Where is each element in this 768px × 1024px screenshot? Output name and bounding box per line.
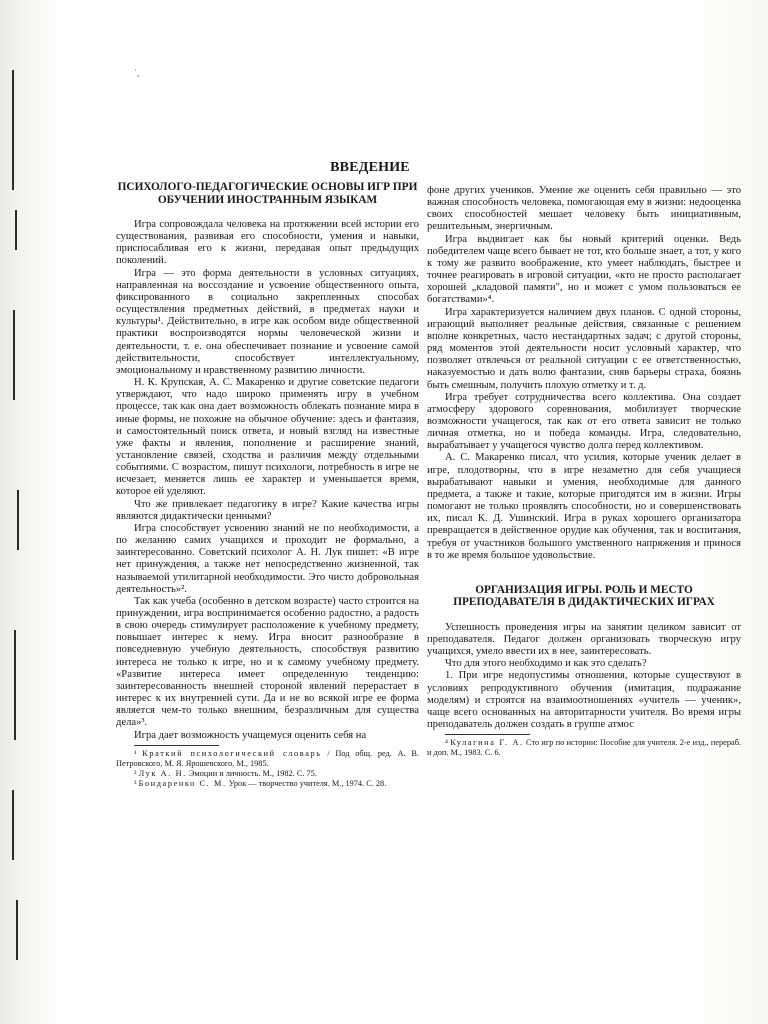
body-paragraph: Игра выдвигает как бы новый критерий оценки. Ведь победителем чаще всего бывает не тот, кто больше знает, а тот, у кого к тому же развито воображение, кто умеет наблюдать, быстрее и точнее реагировать в игровой ситуации, «кто не просто располагает хорошей „кладовой памяти", но и может с умом пользоваться ее богатствами»⁴. — [427, 233, 741, 306]
body-paragraph: Успешность проведения игры на занятии целиком зависит от преподавателя. Педагог должен организовать творческую игру учащихся, умело ввести их в нее, заинтересовать. — [427, 621, 741, 658]
body-paragraph: Игра способствует усвоению знаний не по необходимости, а по желанию самих учащихся и проходит не формально, а заинтересованно. Советский психолог А. Н. Лук пишет: «В игре нет принуждения, а также нет непосредственно жизненной, так называемой утилитарной необходимости. Это чисто добровольная деятельность»². — [116, 522, 419, 595]
body-paragraph: Игра — это форма деятельности в условных ситуациях, направленная на воссоздание и усвоение общественного опыта, фиксированного в социально закрепленных способах осуществления предметных действий, в предметах науки и культуры¹. Действительно, в игре как особом виде общественной практики воспроизводятся нормы человеческой жизни и деятельности, т. е. она обеспечивает познание и усвоение самой действительности, способствует интеллектуальному, эмоциональному и нравственному развитию личности. — [116, 267, 419, 376]
footnote-1: ¹ Краткий психологический словарь / Под общ. ред. А. В. Петровского, М. Я. Ярошевского. М., 1985. — [116, 748, 419, 768]
page-heading: ВВЕДЕНИЕ — [330, 160, 410, 175]
footnote-3: ³ Бондаренко С. М. Урок — творчество учителя. М., 1974. С. 28. — [134, 778, 387, 788]
body-paragraph: Игра требует сотрудничества всего коллектива. Она создает атмосферу здорового соревнования, мобилизует творческие возможности учащегося, так как от его ответа зависит не только личная отметка, но и победа команды. Игра, следовательно, вырабатывает у учащегося чувство долга перед коллективом. — [427, 391, 741, 452]
body-paragraph: Игра сопровождала человека на протяжении всей истории его существования, развивая его способности, умения и навыки, приспосабливая его к жизни, передавая опыт предыдущих поколений. — [116, 219, 419, 267]
footnote-2: ² Лук А. Н. Эмоции и личность. М., 1982. С. 75. — [134, 768, 317, 778]
body-paragraph: Что для этого необходимо и как это сделать? — [445, 658, 647, 670]
right-section-title: ОРГАНИЗАЦИЯ ИГРЫ. РОЛЬ И МЕСТО ПРЕПОДАВАТЕЛЯ В ДИДАКТИЧЕСКИХ ИГРАХ — [453, 583, 715, 609]
body-paragraph: Н. К. Крупская, А. С. Макаренко и другие советские педагоги утверждают, что надо широко применять игру в учебном процессе, так как она дает возможность облекать познание мира в иные формы, не похожие на обычное обучение: здесь и фантазия, и самостоятельный поиск ответа, и новый взгляд на известные уже факты и явления, пополнение и расширение знаний, установление связей, сходства и различия между отдельными событиями. С возрастом, пишут психологи, потребность в игре не исчезает, меняется лишь ее характер и уменьшается время, которое ей уделяют. — [116, 377, 419, 498]
footnote-rule — [445, 734, 530, 735]
body-paragraph: Что же привлекает педагогику в игре? Какие качества игры являются дидактически ценными? — [116, 498, 419, 522]
scan-speck: ˙, — [134, 68, 140, 78]
footnote-rule — [134, 745, 219, 746]
body-paragraph: фоне других учеников. Умение же оценить себя правильно — это важная способность человека, помогающая ему в жизни: недооценка своих способностей мешает человеку быть инициативным, решительным, энергичным. — [427, 185, 741, 233]
body-paragraph: Игра дает возможность учащемуся оценить себя на — [134, 729, 367, 741]
left-section-title: ПСИХОЛОГО-ПЕДАГОГИЧЕСКИЕ ОСНОВЫ ИГР ПРИ ОБУЧЕНИИ ИНОСТРАННЫМ ЯЗЫКАМ — [117, 181, 418, 206]
body-paragraph: Так как учеба (особенно в детском возрасте) часто строится на принуждении, игра воспринимается особенно радостно, а радость в свою очередь стимулирует расположение к учебному предмету, повышает интерес к нему. Игра вносит разнообразие в повседневную учебную деятельность, способствуя развитию интереса не только к игре, но и к самому учебному предмету. «Развитие интереса имеет определенную тенденцию: заинтересованность внешней стороной явлений перерастает в интерес к их внутренней сути. Да и не во всякой игре ее форма является чем-то только внешним, безразличным для существа дела»³. — [116, 595, 419, 729]
binding-edge — [6, 70, 32, 970]
left-column — [116, 181, 419, 789]
footnote-4: ⁴ Кулагина Г. А. Сто игр по истории: Пособие для учителя. 2-е изд., перераб. и доп. М., 1983. С. 6. — [427, 738, 741, 758]
section-gap — [427, 562, 741, 584]
body-paragraph: 1. При игре недопустимы отношения, которые существуют в условиях репродуктивного обучения (имитация, подражание моделям) и строятся на взаимоотношениях «учитель — ученик», чаще всего основанных на авторитарности учителя. Во время игры преподаватель должен создать в группе атмос — [427, 670, 741, 731]
right-column — [427, 185, 741, 835]
body-paragraph: Игра характеризуется наличием двух планов. С одной стороны, играющий выполняет реальные действия, связанные с решением вполне конкретных, часто нестандартных задач; с другой стороны, ряд моментов этой деятельности носит условный характер, что позволяет отвлечься от реальной ситуации с ее ответственностью, наказуемостью и дать волю фантазии, сняв барьеры страха, боязнь быть смешным, получить плохую отметку и т. д. — [427, 306, 741, 391]
body-paragraph: А. С. Макаренко писал, что усилия, которые ученик делает в игре, плодотворны, что в игре незаметно для себя учащиеся вырабатывают навыки и умения, необходимые для данного предмета, а также и такие, которые пригодятся им в жизни. Игры помогают не только проявлять способности, но и совершенствовать их, писал К. Д. Ушинский. Игра в руках хорошего организатора превращается в действенное орудие как обучения, так и воспитания, требуя от участников большого умственного напряжения и принося в то же время большое удовольствие. — [427, 452, 741, 561]
